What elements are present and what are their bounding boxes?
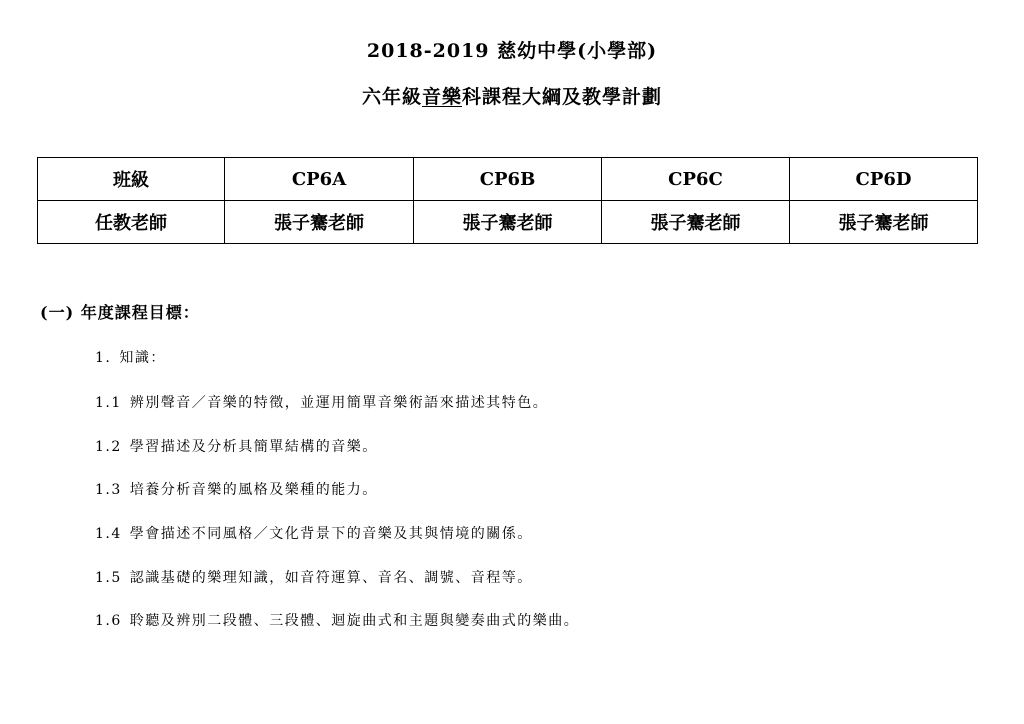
list-item [95, 436, 378, 456]
list-item [95, 610, 579, 630]
table-row-teacher [38, 201, 978, 244]
table-cell-teacher: 張子騫老師 [225, 201, 414, 244]
item-number: 1.2 [95, 439, 122, 455]
list-item [95, 347, 166, 367]
document-title [0, 36, 1024, 63]
table-cell-teacher: 張子騫老師 [790, 201, 978, 244]
item-text: 聆聽及辨別二段體、三段體、迴旋曲式和主題與變奏曲式的樂曲。 [129, 613, 580, 629]
subtitle-suffix: 科課程大綱及教學計劃 [462, 86, 663, 108]
item-number: 1.3 [95, 482, 122, 498]
list-item [95, 523, 533, 543]
list-item [95, 392, 548, 412]
title-text: 2018-2019 慈幼中學(小學部) [366, 40, 658, 62]
subtitle-subject: 音樂 [421, 86, 462, 108]
subtitle-prefix: 六年級 [361, 86, 422, 108]
list-item [95, 479, 378, 499]
table-cell-class: CP6B [414, 158, 602, 201]
table-row-class [38, 158, 978, 201]
list-item [95, 567, 533, 587]
item-text: 培養分析音樂的風格及樂種的能力。 [129, 482, 378, 498]
item-number: 1.4 [95, 526, 122, 542]
item-text: 認識基礎的樂理知識，如音符運算、音名、調號、音程等。 [129, 570, 533, 586]
item-number: 1.5 [95, 570, 122, 586]
item-text: 知識： [119, 350, 166, 366]
item-number: 1.1 [95, 395, 122, 411]
item-number: 1.6 [95, 613, 122, 629]
table-cell-class: CP6D [790, 158, 978, 201]
table-cell-class: CP6C [602, 158, 790, 201]
item-text: 學習描述及分析具簡單結構的音樂。 [129, 439, 378, 455]
item-text: 辨別聲音／音樂的特徵，並運用簡單音樂術語來描述其特色。 [129, 395, 549, 411]
item-text: 學會描述不同風格／文化背景下的音樂及其與情境的關係。 [129, 526, 533, 542]
document-subtitle [0, 82, 1024, 109]
class-teacher-table [37, 157, 978, 244]
table-cell-header: 任教老師 [38, 201, 225, 244]
item-number: 1. [95, 350, 112, 366]
table-cell-teacher: 張子騫老師 [602, 201, 790, 244]
table-cell-header: 班級 [38, 158, 225, 201]
section-heading: (一) 年度課程目標： [40, 303, 200, 322]
table-cell-class: CP6A [225, 158, 414, 201]
table-cell-teacher: 張子騫老師 [414, 201, 602, 244]
